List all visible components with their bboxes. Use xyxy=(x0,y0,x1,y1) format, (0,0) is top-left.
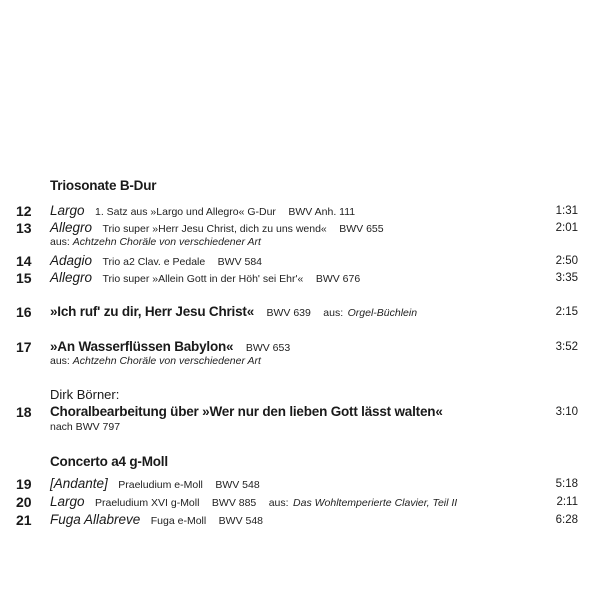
track-row xyxy=(0,339,600,355)
track-title xyxy=(50,304,417,321)
track-title xyxy=(50,512,263,529)
track-title xyxy=(50,203,355,220)
track-tempo: Allegro xyxy=(50,270,93,285)
track-duration: 3:10 xyxy=(555,406,578,418)
track-tempo: Largo xyxy=(50,494,85,509)
track-title xyxy=(50,339,290,356)
track-duration: 2:11 xyxy=(556,496,578,508)
track-tempo: [Andante] xyxy=(50,476,108,491)
track-title xyxy=(50,270,360,287)
track-bwv: BWV 584 xyxy=(217,256,263,268)
track-tempo: Fuga Allabreve xyxy=(50,512,141,527)
track-bwv: BWV 676 xyxy=(315,273,361,285)
track-description: Trio a2 Clav. e Pedale xyxy=(102,256,206,268)
track-description: Trio super »Allein Gott in der Höh' sei Ehr'« xyxy=(102,273,304,285)
track-bwv: BWV 655 xyxy=(339,223,384,235)
track-row xyxy=(0,220,600,236)
track-title xyxy=(50,220,384,237)
track-number: 21 xyxy=(16,512,32,528)
track-description: 1. Satz aus »Largo und Allegro« G-Dur xyxy=(94,206,276,218)
track-title xyxy=(50,494,457,511)
track-number: 15 xyxy=(16,270,32,286)
track-duration: 2:15 xyxy=(555,306,578,318)
source-title: Das Wohltemperierte Clavier, Teil II xyxy=(293,497,458,509)
section-heading-concerto: Concerto a4 g-Moll xyxy=(50,454,168,469)
track-number: 13 xyxy=(16,220,32,236)
track-row xyxy=(0,494,600,510)
track-duration: 3:35 xyxy=(555,272,578,284)
track-work-title: »Ich ruf' zu dir, Herr Jesu Christ« xyxy=(50,304,255,319)
track-source xyxy=(50,355,261,367)
track-source xyxy=(50,236,261,248)
track-row xyxy=(0,203,600,219)
track-number: 16 xyxy=(16,304,32,320)
track-title xyxy=(50,404,451,420)
track-number: 14 xyxy=(16,253,32,269)
source-prefix: aus: xyxy=(268,497,289,509)
track-work-title: Choralbearbeitung über »Wer nur den lieben Gott lässt walten« xyxy=(50,404,443,419)
track-row xyxy=(0,253,600,269)
track-description: Trio super »Herr Jesu Christ, dich zu uns wend« xyxy=(102,223,327,235)
track-duration: 3:52 xyxy=(555,341,578,353)
track-duration: 2:50 xyxy=(555,255,578,267)
track-tempo: Allegro xyxy=(50,220,93,235)
track-duration: 1:31 xyxy=(555,205,578,217)
source-title: Achtzehn Choräle von verschiedener Art xyxy=(72,236,261,248)
source-prefix: aus: xyxy=(323,307,344,319)
track-number: 17 xyxy=(16,339,32,355)
track-title xyxy=(50,476,260,493)
track-description: Praeludium e-Moll xyxy=(118,479,203,491)
track-description: Praeludium XVI g-Moll xyxy=(94,497,200,509)
source-title: Orgel-Büchlein xyxy=(347,307,418,319)
track-number: 19 xyxy=(16,476,32,492)
track-duration: 2:01 xyxy=(555,222,578,234)
track-row xyxy=(0,304,600,320)
track-number: 18 xyxy=(16,404,32,420)
track-number: 12 xyxy=(16,203,32,219)
track-work-title: »An Wasserflüssen Babylon« xyxy=(50,339,234,354)
track-row xyxy=(0,512,600,528)
track-bwv: BWV Anh. 111 xyxy=(288,206,356,218)
track-number: 20 xyxy=(16,494,32,510)
track-duration: 5:18 xyxy=(555,478,578,490)
track-title xyxy=(50,253,262,270)
track-description: Fuga e-Moll xyxy=(150,515,207,527)
source-title: Achtzehn Choräle von verschiedener Art xyxy=(72,355,261,367)
track-bwv: BWV 548 xyxy=(215,479,260,491)
section-heading-triosonate: Triosonate B-Dur xyxy=(50,178,157,193)
track-row xyxy=(0,270,600,286)
track-bwv: BWV 639 xyxy=(266,307,311,319)
track-row xyxy=(0,476,600,492)
track-tempo: Largo xyxy=(50,203,85,218)
track-bwv: BWV 548 xyxy=(218,515,264,527)
track-tempo: Adagio xyxy=(50,253,93,268)
track-note: nach BWV 797 xyxy=(50,421,121,433)
source-prefix: aus: xyxy=(50,355,70,367)
track-row xyxy=(0,404,600,420)
source-prefix: aus: xyxy=(50,236,70,248)
track-composer: Dirk Börner: xyxy=(50,387,120,402)
track-bwv: BWV 885 xyxy=(211,497,257,509)
track-bwv: BWV 653 xyxy=(245,342,291,354)
track-duration: 6:28 xyxy=(555,514,578,526)
